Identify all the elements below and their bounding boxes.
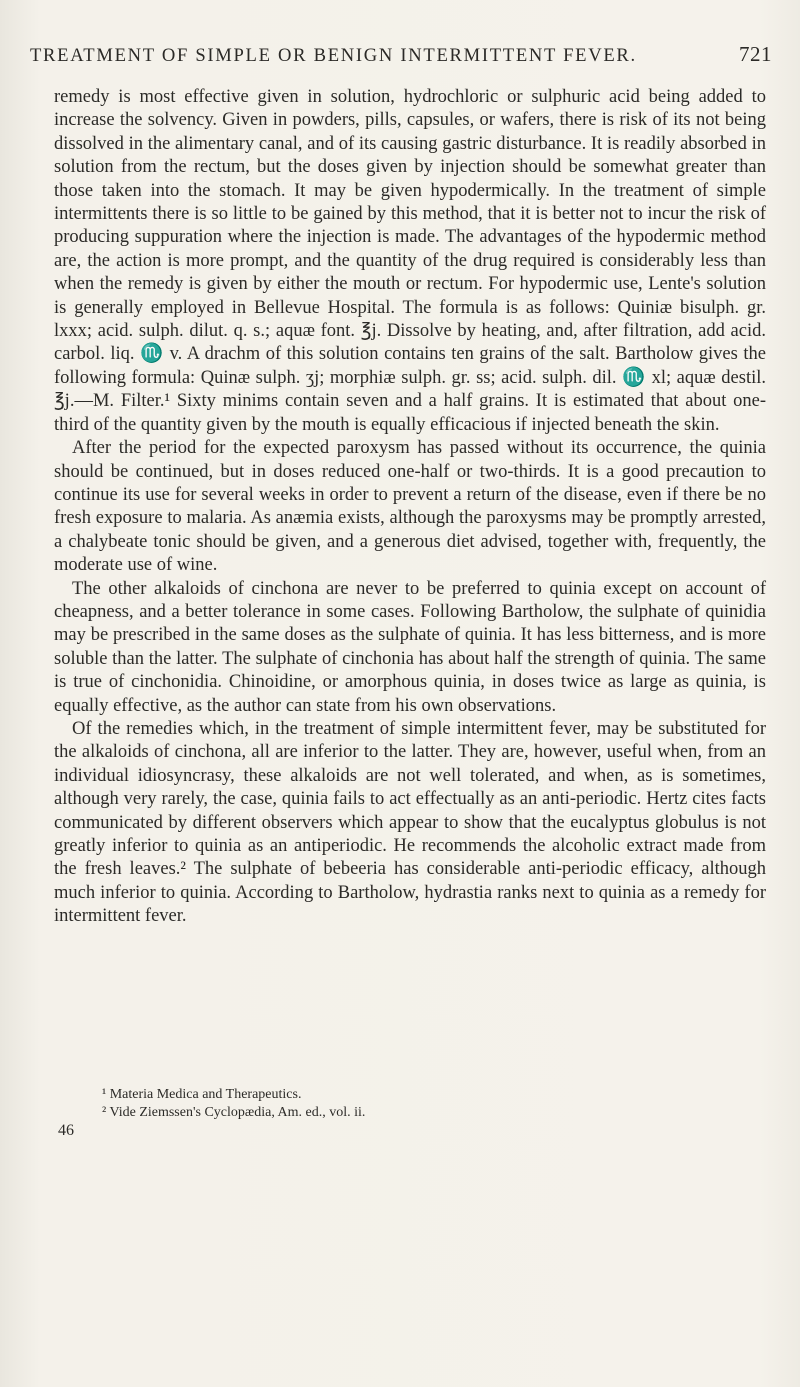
running-title: TREATMENT OF SIMPLE OR BENIGN INTERMITTENT FEVER. <box>30 45 637 66</box>
running-header <box>30 42 772 67</box>
paragraph: Of the remedies which, in the treatment of simple intermittent fever, may be substituted for the alkaloids of cinchona, all are inferior to the latter. They are, however, useful when, from an individual idiosyncrasy, these alkaloids are not well tolerated, and when, as is sometimes, although very rarely, the case, quinia fails to act effectually as an anti-periodic. Hertz cites facts communicated by different observers which appear to show that the eucalyptus globulus is not greatly inferior to quinia as an antiperiodic. He recommends the alcoholic extract made from the fresh leaves.² The sulphate of bebeeria has considerable anti-periodic efficacy, although much inferior to quinia. According to Bartholow, hydrastia ranks next to quinia as a remedy for intermittent fever. <box>54 718 766 927</box>
footnotes <box>102 1086 662 1122</box>
footnote: ¹ Materia Medica and Therapeutics. <box>102 1087 302 1102</box>
paragraph: After the period for the expected paroxysm has passed without its occurrence, the quinia should be continued, but in doses reduced one-half or two-thirds. It is a good precaution to continue its use for several weeks in order to prevent a return of the disease, even if there be no fresh exposure to malaria. As anæmia exists, although the paroxysms may be promptly arrested, a chalybeate tonic should be given, and a generous diet advised, together with, frequently, the moderate use of wine. <box>54 438 766 576</box>
footnote: ² Vide Ziemssen's Cyclopædia, Am. ed., vol. ii. <box>102 1105 366 1120</box>
paragraph: The other alkaloids of cinchona are never to be preferred to quinia except on account of cheapness, and a better tolerance in some cases. Following Bartholow, the sulphate of quinidia may be prescribed in the same doses as the sulphate of quinia. It has less bitterness, and is more soluble than the latter. The sulphate of cinchonia has about half the strength of quinia. The same is true of cinchonidia. Chinoidine, or amorphous quinia, in doses twice as large as quinia, is equally effective, as the author can state from his own observations. <box>54 578 766 716</box>
page-number: 721 <box>739 42 772 66</box>
signature-mark: 46 <box>58 1122 74 1139</box>
body-text <box>54 86 766 929</box>
paragraph: remedy is most effective given in solution, hydrochloric or sulphuric acid being added to increase the solvency. Given in powders, pills, capsules, or wafers, there is risk of its not being dissolved in the alimentary canal, and of its causing gastric disturbance. It is readily absorbed in solution from the rectum, but the doses given by injection should be somewhat greater than those taken into the stomach. It may be given hypodermically. In the treatment of simple intermittents there is so little to be gained by this method, that it is better not to incur the risk of producing suppuration where the injection is made. The advantages of the hypodermic method are, the action is more prompt, and the quantity of the drug required is considerably less than when the remedy is given by either the mouth or rectum. For hypodermic use, Lente's solution is generally employed in Bellevue Hospital. The formula is as follows: Quiniæ bisulph. gr. lxxx; acid. sulph. dilut. q. s.; aquæ font. ℥j. Dissolve by heating, and, after filtration, add acid. carbol. liq. ♏ v. A drachm of this solution contains ten grains of the salt. Bartholow gives the following formula: Quinæ sulph. ʒj; morphiæ sulph. gr. ss; acid. sulph. dil. ♏ xl; aquæ destil. ℥j.—M. Filter.¹ Sixty minims contain seven and a half grains. It is estimated that about one-third of the quantity given by the mouth is equally efficacious if injected beneath the skin. <box>54 87 766 435</box>
